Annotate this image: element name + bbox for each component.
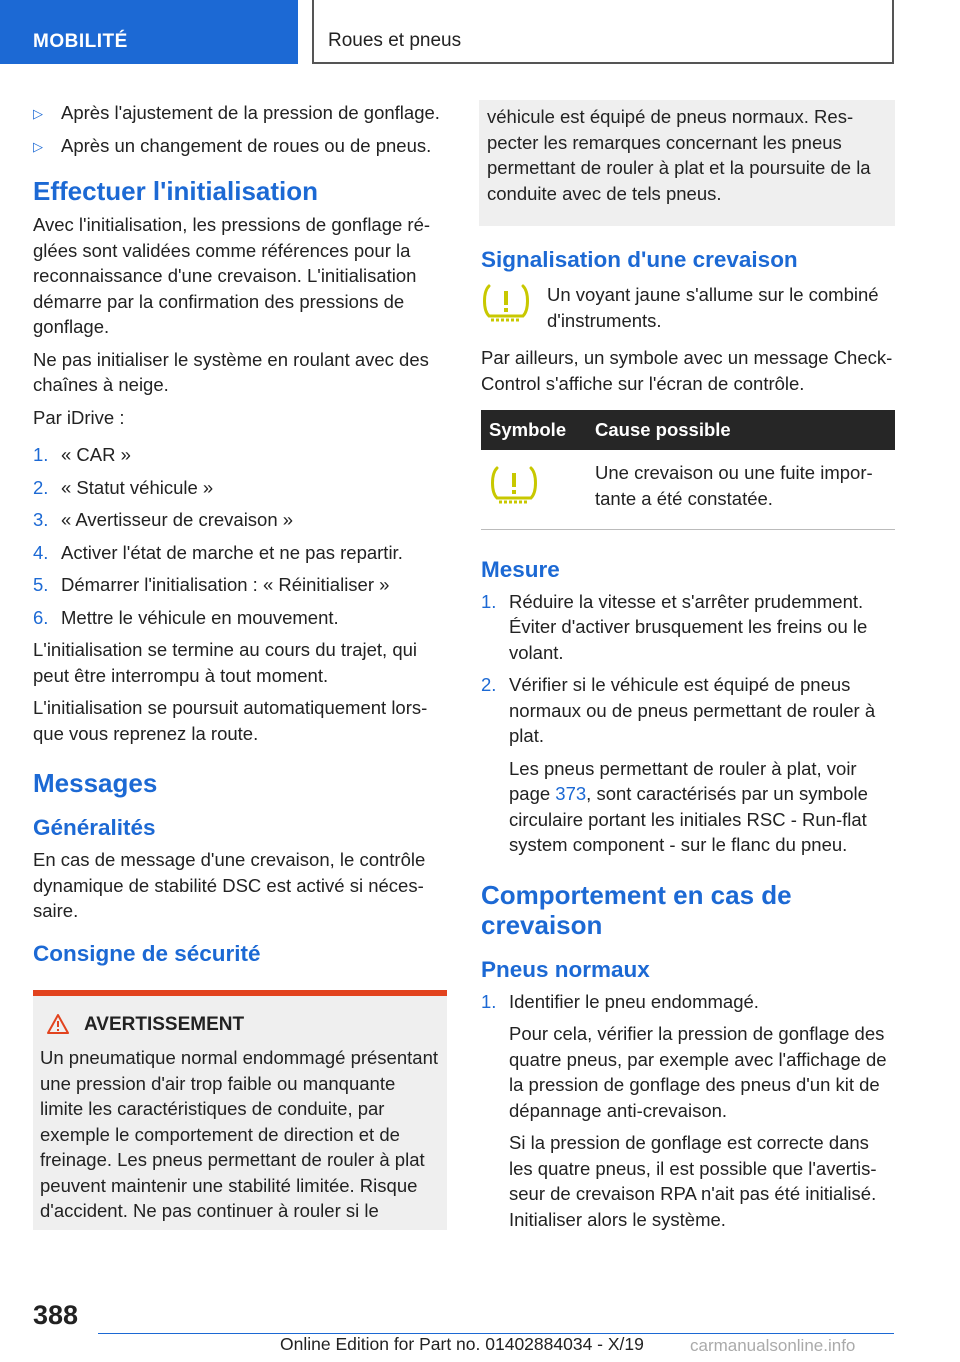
heading-safety: Consigne de sécurité [33, 940, 261, 966]
list-item: 1. Réduire la vitesse et s'arrêter prudemment. Éviter d'activer brusquement les freins ou le volant. [481, 590, 868, 663]
paragraph: L'initialisation se termine au cours du trajet, qui peut être interrompu à tout moment. [33, 639, 418, 686]
list-item: 1. Identifier le pneu endommagé. Pour cela, vérifier la pression de gonflage des quatre pneus, par exemple avec l'affichage de la pression de gonflage des pneus d'un kit de dépannage anti-crevaison. Si la pression de gonflage est correcte dans les quatre pneus, il est possible que l'avertisseur de crevaison RPA n'ait pas été initialisé. Initialiser alors le système. [481, 989, 895, 1233]
table-header-cause: Cause possible [587, 410, 895, 450]
page-link[interactable]: 373 [555, 783, 587, 804]
table-cell-symbol [481, 450, 587, 529]
list-item: 2. Vérifier si le véhicule est équipé de pneus normaux ou de pneus permettant de rouler à plat. Les pneus permettant de rouler à plat, voir page 373, sont caractérisés par un symbole circulaire portant les initiales RSC - Run-flat system component - sur le flanc du pneu. [481, 672, 895, 858]
chapter-tab[interactable]: MOBILITÉ [0, 0, 298, 64]
list-item: 2. « Statut véhicule » [33, 476, 214, 498]
table-header-symbol: Symbole [481, 410, 587, 450]
paragraph: Par ailleurs, un symbole avec un message Check-Control s'affiche sur l'écran de contrôle. [481, 347, 893, 394]
page-number: 388 [33, 1300, 79, 1330]
tpms-warning-icon [489, 464, 539, 506]
warning-box [33, 990, 447, 1230]
section-title: Roues et pneus [312, 0, 894, 64]
left-column [33, 100, 447, 1230]
right-column [481, 100, 895, 1239]
indicator-text: Un voyant jaune s'allume sur le combiné d'instruments. [547, 284, 879, 331]
heading-messages: Messages [33, 768, 158, 798]
measure-steps [481, 589, 895, 858]
warning-continuation: véhicule est équipé de pneus normaux. Respecter les remarques concernant les pneus permettant de rouler à plat et la poursuite de la conduite avec de tels pneus. [479, 100, 895, 226]
paragraph: Par iDrive : [33, 406, 125, 428]
indicator-row [481, 282, 895, 333]
triangle-bullet-icon: ▷ [33, 106, 43, 121]
idrive-steps [33, 442, 447, 630]
list-item: ▷ Après l'ajustement de la pression de gonflage. [33, 100, 447, 126]
heading-normal-tyres: Pneus normaux [481, 956, 650, 982]
triangle-bullet-icon: ▷ [33, 138, 43, 154]
paragraph: Avec l'initialisation, les pressions de gonflage réglées sont validées comme références pour la reconnaissance d'une crevaison. L'initialisation démarre par la confirmation des pressions de gonflage. [33, 214, 431, 337]
paragraph: En cas de message d'une crevaison, le contrôle dynamique de stabilité DSC est activé si nécessaire. [33, 849, 426, 921]
list-item: 3. « Avertisseur de crevaison » [33, 509, 294, 530]
conditions-list [33, 100, 447, 158]
edition-text: Online Edition for Part no. 01402884034 - X/19 [280, 1334, 644, 1354]
paragraph: Ne pas initialiser le système en roulant avec des chaînes à neige. [33, 348, 429, 395]
list-item: 5. Démarrer l'initialisation : « Réinitialiser » [33, 574, 390, 595]
table-cell-cause: Une crevaison ou une fuite importante a été constatée. [587, 450, 895, 529]
heading-initialisation: Effectuer l'initialisation [33, 176, 319, 206]
list-item: ▷ Après un changement de roues ou de pneus. [33, 133, 447, 159]
heading-behaviour: Comportement en cas de crevaison [481, 879, 792, 940]
list-item: 4. Activer l'état de marche et ne pas repartir. [33, 541, 403, 563]
tpms-warning-icon [481, 282, 531, 324]
heading-general: Généralités [33, 815, 156, 840]
table-row [481, 450, 895, 529]
warning-triangle-icon [46, 1013, 70, 1035]
normal-tyre-steps [481, 989, 895, 1233]
symbol-table [481, 410, 895, 530]
heading-measure: Mesure [481, 556, 560, 582]
watermark: carmanualsonline.info [690, 1336, 856, 1355]
list-item: 1. « CAR » [33, 444, 131, 465]
step-detail: Pour cela, vérifier la pression de gonflage des quatre pneus, par exemple avec l'affichage de la pression de gonflage des pneus d'un kit de dépannage anti-crevaison. [509, 1023, 887, 1121]
measure-note: Les pneus permettant de rouler à plat, voir page 373, sont caractérisés par un symbole circulaire portant les initiales RSC - Run-flat system component - sur le flanc du pneu. [509, 757, 868, 855]
paragraph: L'initialisation se poursuit automatiquement lorsque vous reprenez la route. [33, 697, 428, 744]
heading-flat-signal: Signalisation d'une crevaison [481, 247, 798, 272]
warning-header: AVERTISSEMENT [40, 1012, 440, 1038]
warning-text: Un pneumatique normal endommagé présentant une pression d'air trop faible ou manquante limite les caractéristiques de conduite, par exemple le comportement de direction et de freinage. Les pneus permettant de rouler à plat peuvent maintenir une stabilité limitée. Risque d'accident. Ne pas continuer à rouler si le [40, 1047, 438, 1221]
step-detail: Si la pression de gonflage est correcte dans les quatre pneus, il est possible que l'avertisseur de crevaison RPA n'ait pas été initialisé. Initialiser alors le système. [509, 1132, 877, 1230]
list-item: 6. Mettre le véhicule en mouvement. [33, 606, 339, 628]
